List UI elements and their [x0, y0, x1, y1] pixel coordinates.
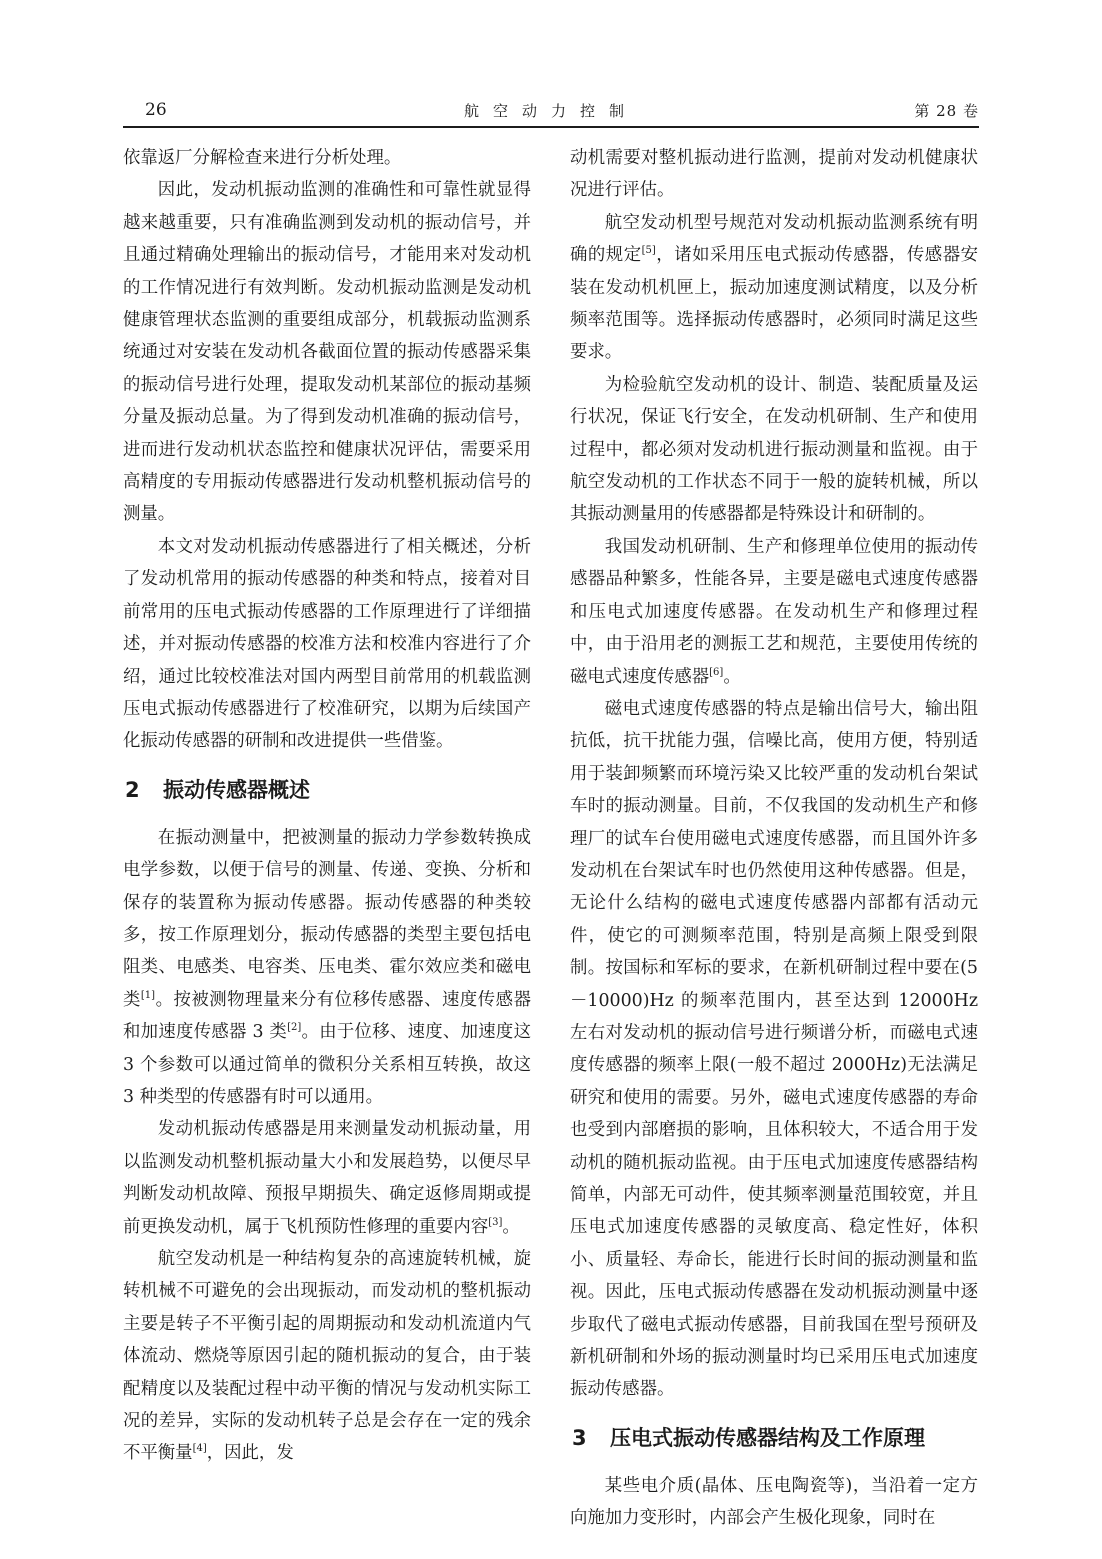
volume-label: 第 28 卷: [914, 102, 979, 120]
text-run: 在振动测量中，把被测量的振动力学参数转换成电学参数，以便于信号的测量、传递、变换、分析和保存的装置称为振动传感器。振动传感器的种类较多，按工作原理划分，振动传感器的类型主要包括电阻类、电感类、电容类、压电类、霍尔效应类和磁电类: [123, 827, 531, 1010]
section-title: 压电式振动传感器结构及工作原理: [610, 1425, 925, 1450]
page-header: [123, 96, 979, 124]
paragraph: 依靠返厂分解检查来进行分析处理。: [123, 148, 402, 168]
text-run: 。由于位移、速度、加速度这 3 个参数可以通过简单的微积分关系相互转换，故这 3 种类型的传感器有时可以通用。: [123, 1022, 531, 1107]
paragraph: [123, 1243, 531, 1470]
journal-title: 航空动力控制: [463, 102, 638, 120]
citation: [4]: [192, 1443, 207, 1455]
text-run: 发动机振动传感器是用来测量发动机振动量，用以监测发动机整机振动量大小和发展趋势，以便尽早判断发动机故障、预报早期损失、确定返修周期或提前更换发动机，属于飞机预防性修理的重要内容: [123, 1119, 531, 1237]
text-run: 。按被测物理量来分有位移传感器、速度传感器和加速度传感器 3 类: [123, 989, 531, 1043]
text-run: 。: [502, 1216, 520, 1237]
citation: [5]: [641, 245, 656, 257]
section-heading: [125, 768, 531, 812]
section-number: 3: [572, 1425, 587, 1450]
citation: [3]: [488, 1216, 503, 1228]
paragraph: 动机需要对整机振动进行监测，提前对发动机健康状况进行评估。: [570, 148, 978, 201]
text-run: ，诸如采用压电式振动传感器，传感器安装在发动机机匣上，振动加速度测试精度，以及分析频率范围等。选择振动传感器时，必须同时满足这些要求。: [570, 245, 978, 363]
text-run: 。: [723, 666, 741, 687]
citation: [6]: [709, 666, 724, 678]
section-title: 振动传感器概述: [163, 777, 310, 802]
paragraph: 因此，发动机振动监测的准确性和可靠性就显得越来越重要，只有准确监测到发动机的振动信号，并且通过精确处理输出的振动信号，才能用来对发动机的工作情况进行有效判断。发动机振动监测是发动机健康管理状态监测的重要组成部分，机载振动监测系统通过对安装在发动机各截面位置的振动传感器采集的振动信号进行处理，提取发动机某部位的振动基频分量及振动总量。为了得到发动机准确的振动信号，进而进行发动机状态监控和健康状况评估，需要采用高精度的专用振动传感器进行发动机整机振动信号的测量。: [123, 180, 531, 525]
text-run: 航空发动机是一种结构复杂的高速旋转机械，旋转机械不可避免的会出现振动，而发动机的整机振动主要是转子不平衡引起的周期振动和发动机流道内气体流动、燃烧等原因引起的随机振动的复合，由于装配精度以及装配过程中动平衡的情况与发动机实际工况的差异，实际的发动机转子总是会存在一定的残余不平衡量: [123, 1249, 531, 1464]
header-rule: [123, 126, 979, 128]
section-number: 2: [125, 777, 140, 802]
paragraph: [123, 1113, 531, 1243]
paragraph: [123, 822, 531, 1114]
page-number: 26: [145, 100, 167, 120]
citation: [1]: [140, 989, 156, 1001]
paragraph: 本文对发动机振动传感器进行了相关概述，分析了发动机常用的振动传感器的种类和特点，接着对目前常用的压电式振动传感器的工作原理进行了详细描述，并对振动传感器的校准方法和校准内容进行了介绍，通过比较校准法对国内两型目前常用的机载监测压电式振动传感器进行了校准研究，以期为后续国产化振动传感器的研制和改进提供一些借鉴。: [123, 536, 531, 752]
paragraph: [570, 207, 978, 369]
section-heading: [572, 1416, 978, 1460]
text-run: 我国发动机研制、生产和修理单位使用的振动传感器品种繁多，性能各异，主要是磁电式速度传感器和压电式加速度传感器。在发动机生产和修理过程中，由于沿用老的测振工艺和规范，主要使用传统的磁电式速度传感器: [570, 536, 978, 687]
right-column: [570, 142, 978, 1535]
citation: [2]: [287, 1022, 302, 1034]
left-column: [123, 142, 531, 1470]
paragraph: [570, 531, 978, 693]
paragraph: 某些电介质(晶体、压电陶瓷等)，当沿着一定方向施加力变形时，内部会产生极化现象，同时在: [570, 1475, 978, 1529]
paragraph: 磁电式速度传感器的特点是输出信号大，输出阻抗低，抗干扰能力强，信噪比高，使用方便，特别适用于装卸频繁而环境污染又比较严重的发动机台架试车时的振动测量。目前，不仅我国的发动机生产和修理厂的试车台使用磁电式速度传感器，而且国外许多发动机在台架试车时也仍然使用这种传感器。但是，无论什么结构的磁电式速度传感器内部都有活动元件，使它的可测频率范围，特别是高频上限受到限制。按国标和军标的要求，在新机研制过程中要在(5－10000)Hz 的频率范围内，甚至达到 12000Hz 左右对发动机的振动信号进行频谱分析，而磁电式速度传感器的频率上限(一般不超过 2000Hz)无法满足研究和使用的需要。另外，磁电式速度传感器的寿命也受到内部磨损的影响，且体积较大，不适合用于发动机的随机振动监视。由于压电式加速度传感器结构简单，内部无可动件，使其频率测量范围较宽，并且压电式加速度传感器的灵敏度高、稳定性好，体积小、质量轻、寿命长，能进行长时间的振动测量和监视。因此，压电式振动传感器在发动机振动测量中逐步取代了磁电式振动传感器，目前我国在型号预研及新机研制和外场的振动测量时均已采用压电式加速度振动传感器。: [570, 698, 978, 1400]
text-run: 航空发动机型号规范对发动机振动监测系统有明确的规定: [570, 212, 978, 266]
text-run: ，因此，发: [206, 1443, 294, 1464]
paragraph: 为检验航空发动机的设计、制造、装配质量及运行状况，保证飞行安全，在发动机研制、生产和使用过程中，都必须对发动机进行振动测量和监视。由于航空发动机的工作状态不同于一般的旋转机械，所以其振动测量用的传感器都是特殊设计和研制的。: [570, 374, 978, 525]
